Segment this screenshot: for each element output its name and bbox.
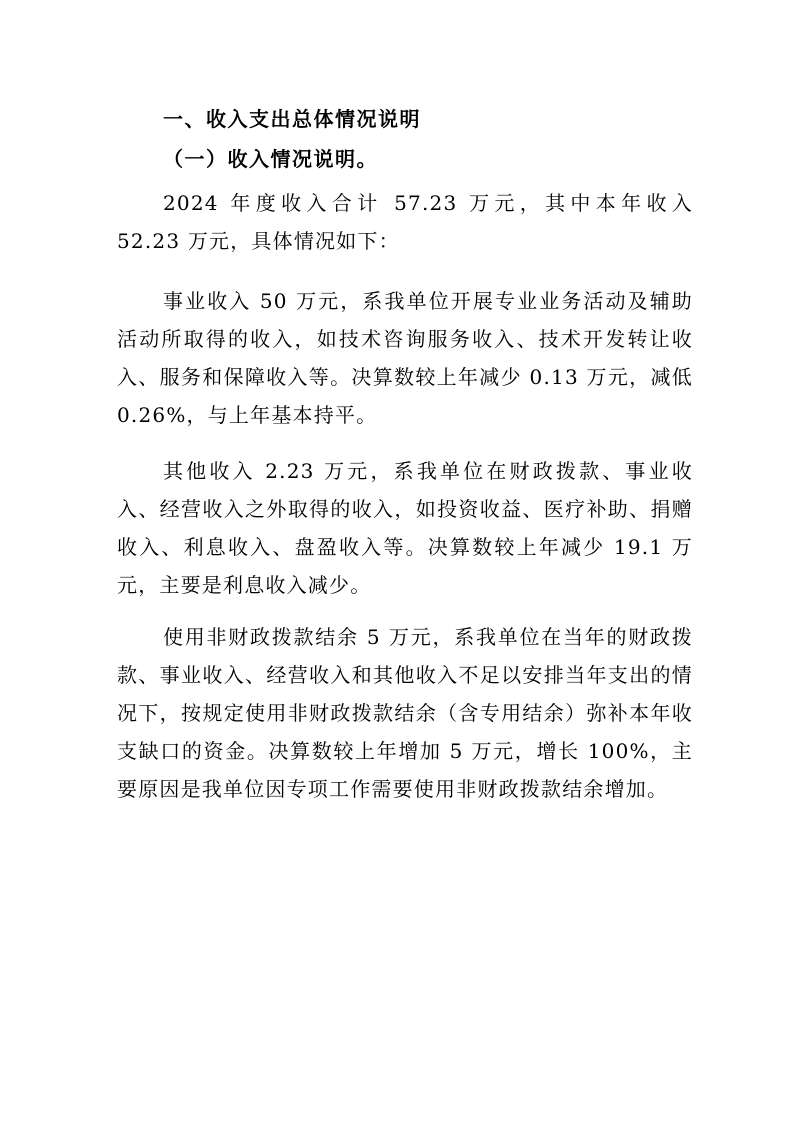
business-income-paragraph: 事业收入 50 万元，系我单位开展专业业务活动及辅助活动所取得的收入，如技术咨询服务收入、技术开发转让收入、服务和保障收入等。决算数较上年减少 0.13 万元，减低 0.26%，与上年基本持平。 [117, 289, 693, 427]
section-subheading: （一）收入情况说明。 [163, 147, 378, 171]
other-income-paragraph: 其他收入 2.23 万元，系我单位在财政拨款、事业收入、经营收入之外取得的收入，如投资收益、医疗补助、捐赠收入、利息收入、盘盈收入等。决算数较上年减少 19.1 万元，主要是利息收入减少。 [117, 459, 693, 597]
non-fiscal-balance-paragraph: 使用非财政拨款结余 5 万元，系我单位在当年的财政拨款、事业收入、经营收入和其他收入不足以安排当年支出的情况下，按规定使用非财政拨款结余（含专用结余）弥补本年收支缺口的资金。决算数较上年增加 5 万元，增长 100%，主要原因是我单位因专项工作需要使用非财政拨款结余增加。 [117, 625, 693, 801]
income-summary-paragraph: 2024 年度收入合计 57.23 万元，其中本年收入 52.23 万元，具体情况如下： [117, 191, 693, 253]
section-heading: 一、收入支出总体情况说明 [163, 107, 421, 131]
